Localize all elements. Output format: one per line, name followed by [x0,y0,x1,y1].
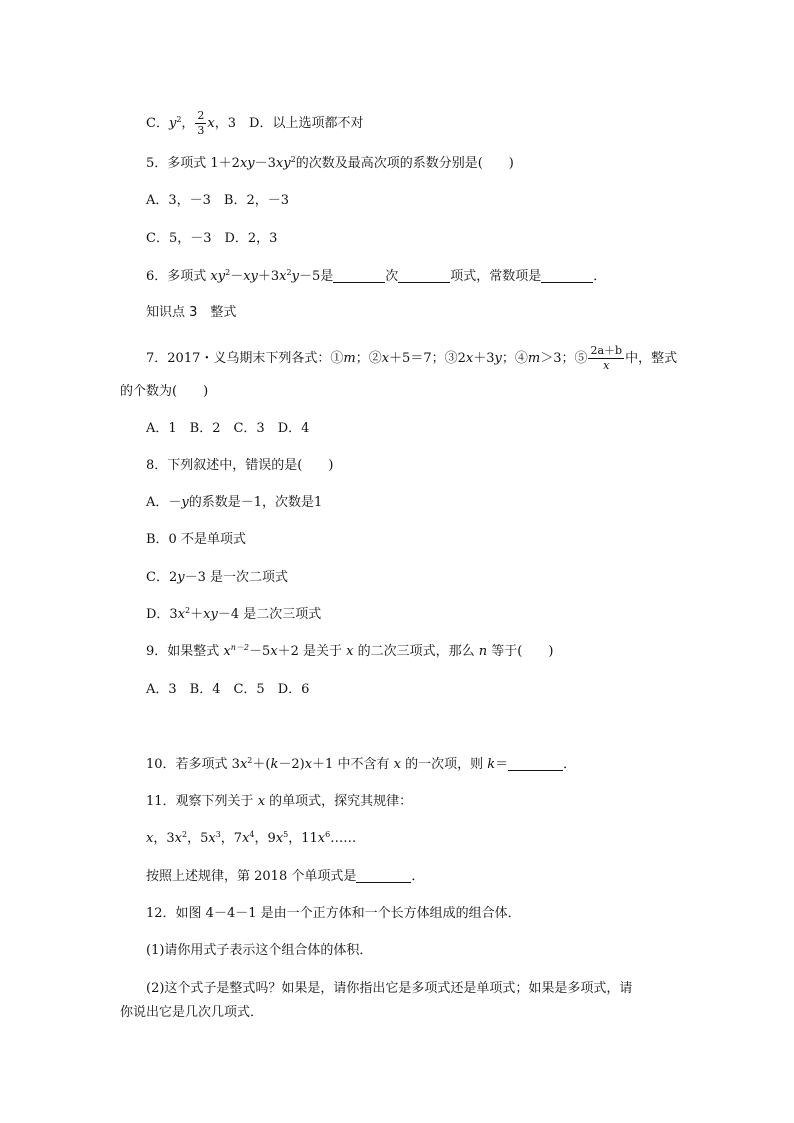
text: A．－ [146,495,182,510]
var: x [279,269,287,284]
var: x [257,794,266,809]
text: ＋2 是关于 [277,644,347,659]
var: x [275,831,284,846]
var: xy [210,269,226,284]
text: ． [593,269,607,284]
var: x [304,757,313,772]
fraction [588,344,624,373]
frac-denominator: x [603,359,610,372]
exponent: 2 [247,756,253,765]
var: x [174,831,182,846]
text: ， [181,116,195,131]
text: ；② [355,351,382,366]
text: －2) [278,757,305,772]
answer-blank[interactable] [356,869,411,883]
text: 的单项式，探究其规律： [265,794,413,809]
exponent: 2 [185,606,191,615]
question-5-options-ab: A．3，－3 B．2，－3 [146,193,290,208]
text: D．3 [146,607,178,622]
text: C．2 [146,570,178,585]
question-6 [146,268,606,286]
question-8-option-a [146,494,322,512]
text: ，3 D．以上选项都不对 [214,116,364,131]
text: …… [330,831,357,846]
answer-blank[interactable] [508,757,563,771]
exponent: 5 [283,830,289,839]
question-8: 8．下列叙述中，错误的是( ) [146,458,334,473]
text: 中，整式 [625,351,678,366]
exponent: n－2 [230,643,249,652]
var: y [181,495,189,510]
var: x [146,831,154,846]
exponent: 2 [225,268,231,277]
text: ，5 [187,831,209,846]
text: 按照上述规律，第 2018 个单项式是 [146,869,357,884]
var: x [393,757,401,772]
text: ＞3；⑤ [540,351,588,366]
text: －4 是二次三项式 [217,607,322,622]
answer-blank[interactable] [333,269,385,283]
section-heading: 知识点 3 整式 [146,305,237,320]
var: xy [275,156,291,171]
text: － [230,269,244,284]
var: x [242,831,250,846]
question-9 [146,643,553,661]
var: x [177,607,186,622]
text: 的一次项，则 [400,757,488,772]
exponent: 2 [290,155,296,164]
question-8-option-c [146,569,288,587]
var: x [239,757,248,772]
text: ；④ [501,351,528,366]
var: y [494,351,502,366]
frac-numerator: 2 [197,109,205,122]
var: xy [239,156,255,171]
exponent: 6 [325,830,331,839]
text: －3 是一次二项式 [184,570,288,585]
var: k [270,757,279,772]
text: ＋5＝7；③2 [389,351,466,366]
question-5 [146,155,514,173]
text: ＋( [252,757,271,772]
text: 项式，常数项是 [450,269,542,284]
fraction [195,109,206,138]
question-7 [146,344,677,374]
text: ＋1 中不含有 [312,757,394,772]
question-12-part-2-cont: 你说出它是几次几项式． [120,1005,264,1020]
text: ＋3 [473,351,495,366]
text: ，3 [153,831,175,846]
text: 7．2017・义乌期末下列各式：① [146,351,344,366]
text: ． [411,869,425,884]
text: 等于( ) [487,644,554,659]
question-12-part-1: (1)请你用式子表示这个组合体的体积． [146,943,373,958]
var: x [270,644,278,659]
question-10 [146,756,576,774]
var: y [177,570,185,585]
answer-blank[interactable] [541,269,593,283]
var: m [527,351,541,366]
var: x [223,644,231,659]
exponent: 4 [249,830,255,839]
text: 的系数是－1，次数是1 [188,495,323,510]
var: y [291,269,299,284]
text: 6．多项式 [146,269,211,284]
question-11-sequence [146,830,356,848]
frac-denominator: 3 [197,124,205,137]
question-7-line2: 的个数为( ) [120,384,209,399]
text: 9．如果整式 [146,644,224,659]
var: xy [243,269,258,284]
question-5-options-cd: C．5，－3 D．2，3 [146,231,278,246]
exponent: 2 [181,830,188,839]
text: ＝ [495,757,509,772]
text: 次 [385,269,399,284]
text: ，9 [254,831,276,846]
option-label: C． [146,116,169,131]
answer-blank[interactable] [398,269,450,283]
text: 11．观察下列关于 [146,794,258,809]
var: x [381,351,390,366]
text: ＋3 [257,269,280,284]
var: y [168,116,177,131]
question-8-option-b: B．0 不是单项式 [146,532,246,547]
text: ＋ [190,607,204,622]
text: ，11 [288,831,318,846]
var: x [317,831,326,846]
exponent: 2 [176,115,182,124]
var: x [346,644,354,659]
question-12-part-2: (2)这个式子是整式吗？如果是，请你指出它是多项式还是单项式；如果是多项式，请 [146,981,633,996]
text: －5 [249,644,271,659]
text: 10．若多项式 3 [146,757,240,772]
var: xy [203,607,218,622]
text: －5是 [298,269,334,284]
frac-numerator: 2a＋b [590,344,623,357]
question-12: 12．如图 4－4－1 是由一个正方体和一个长方体组成的组合体． [146,906,521,921]
text: 5．多项式 1＋2 [146,156,240,171]
var: n [478,644,488,659]
var: m [343,351,356,366]
question-11 [146,793,412,811]
question-7-options: A．1 B．2 C．3 D．4 [146,421,310,436]
text: －3 [254,156,276,171]
var: x [465,351,474,366]
exponent: 2 [286,268,292,277]
var: k [487,757,496,772]
question-8-option-d [146,606,321,624]
var: x [207,116,215,131]
question-9-options: A．3 B．4 C．5 D．6 [146,682,310,697]
var: x [208,831,216,846]
question-11-line3 [146,868,424,886]
text: 的次数及最高次项的系数分别是( ) [295,156,514,171]
text: ． [563,757,577,772]
text: ，7 [220,831,243,846]
exponent: 3 [215,830,221,839]
text: 的二次三项式，那么 [353,644,479,659]
q4-option-c [146,109,363,138]
